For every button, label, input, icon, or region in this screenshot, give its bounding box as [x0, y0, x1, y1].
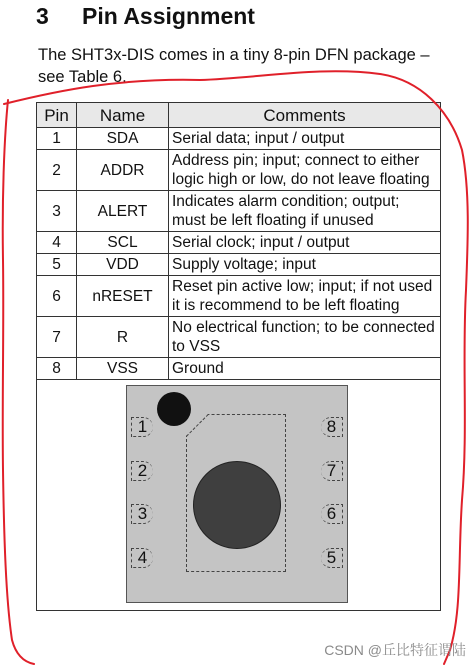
package-pin-8: 8 — [321, 417, 343, 437]
pin-name: VDD — [77, 254, 169, 276]
pin-comment: Serial clock; input / output — [169, 232, 441, 254]
pin-name: VSS — [77, 358, 169, 380]
table-row — [37, 358, 441, 380]
header-name: Name — [77, 103, 169, 128]
pin-comment: Serial data; input / output — [169, 128, 441, 150]
package-pin-4: 4 — [131, 548, 153, 568]
header-pin: Pin — [37, 103, 77, 128]
pin-comment: Ground — [169, 358, 441, 380]
intro-paragraph: The SHT3x-DIS comes in a tiny 8-pin DFN package – see Table 6. — [38, 46, 430, 86]
sensor-opening — [193, 461, 281, 549]
pin-number: 1 — [37, 128, 77, 150]
section-title: Pin Assignment — [82, 3, 255, 29]
pin-name: SDA — [77, 128, 169, 150]
dfn-package-diagram — [126, 385, 348, 603]
table-row — [37, 254, 441, 276]
package-pin-3: 3 — [131, 504, 153, 524]
pin-comment: Address pin; input; connect to either logic high or low, do not leave floating — [169, 150, 441, 191]
section-heading — [36, 3, 255, 30]
pin-number: 4 — [37, 232, 77, 254]
pin-number: 8 — [37, 358, 77, 380]
table-row — [37, 128, 441, 150]
package-diagram-row — [37, 380, 441, 611]
package-pin-6: 6 — [321, 504, 343, 524]
table-row — [37, 276, 441, 317]
package-pin-1: 1 — [131, 417, 153, 437]
pin-comment: Indicates alarm condition; output; must be left floating if unused — [169, 191, 441, 232]
pin-comment: No electrical function; to be connected to VSS — [169, 317, 441, 358]
pin-number: 2 — [37, 150, 77, 191]
header-comments: Comments — [169, 103, 441, 128]
watermark: CSDN @丘比特征谓陆 — [324, 642, 466, 658]
table-row — [37, 191, 441, 232]
pin-name: nRESET — [77, 276, 169, 317]
pin-comment: Reset pin active low; input; if not used it is recommend to be left floating — [169, 276, 441, 317]
pin-name: R — [77, 317, 169, 358]
section-number: 3 — [36, 3, 49, 29]
package-pin-2: 2 — [131, 461, 153, 481]
pin-number: 7 — [37, 317, 77, 358]
package-pin-5: 5 — [321, 548, 343, 568]
package-diagram-cell — [37, 380, 441, 611]
pin-assignment-table — [36, 102, 441, 611]
pin-name: ALERT — [77, 191, 169, 232]
pin-comment: Supply voltage; input — [169, 254, 441, 276]
pin-number: 3 — [37, 191, 77, 232]
table-header-row — [37, 103, 441, 128]
table-row — [37, 150, 441, 191]
pin-name: ADDR — [77, 150, 169, 191]
pin-number: 6 — [37, 276, 77, 317]
pin-number: 5 — [37, 254, 77, 276]
pin1-marker-dot — [157, 392, 191, 426]
table-row — [37, 317, 441, 358]
package-pin-7: 7 — [321, 461, 343, 481]
table-row — [37, 232, 441, 254]
pin-name: SCL — [77, 232, 169, 254]
